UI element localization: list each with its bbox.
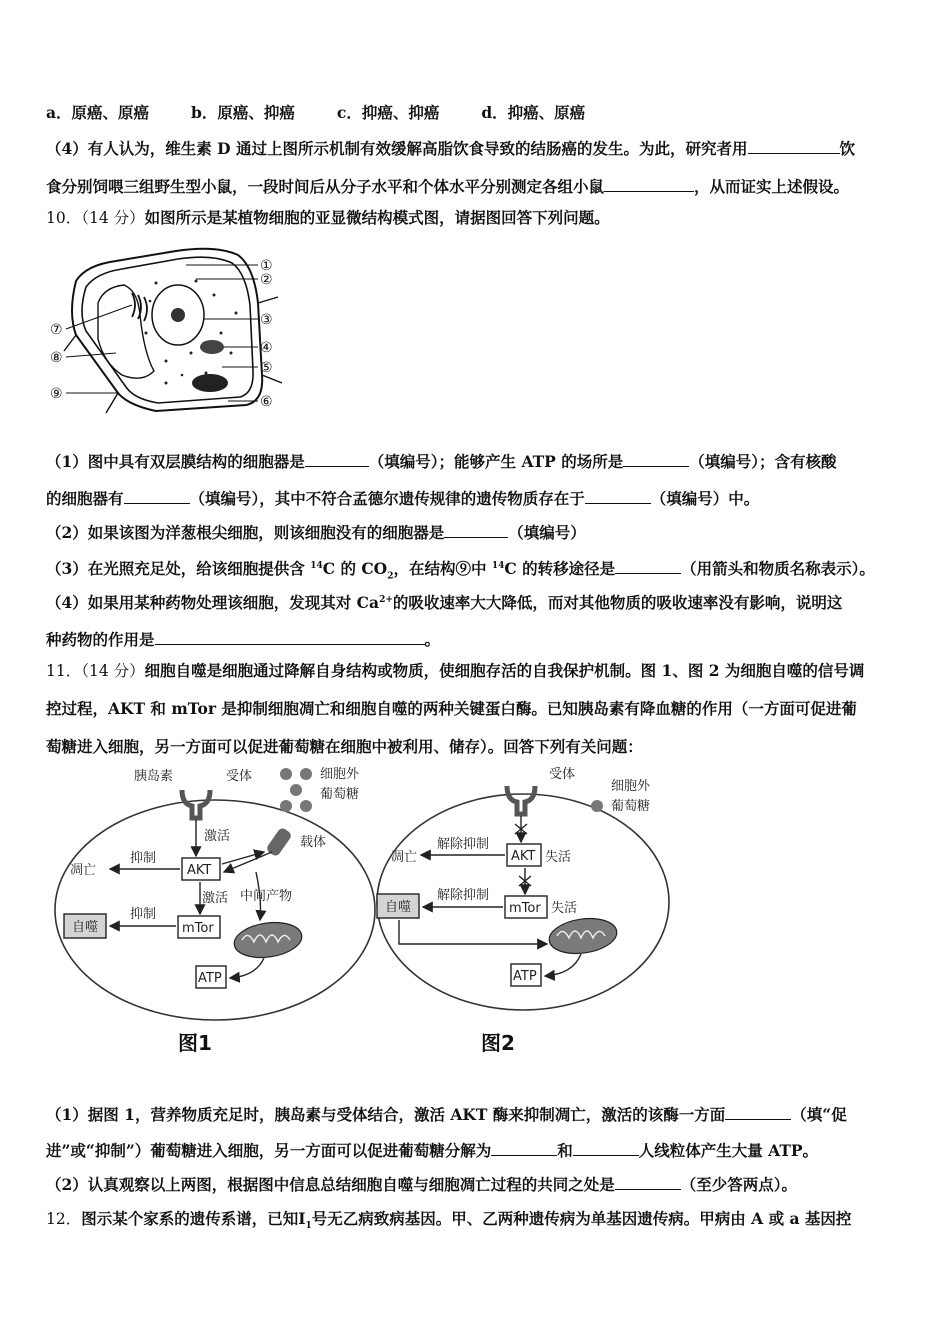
q10-sub1-line2 xyxy=(46,487,759,509)
q10-text: ，在结构⑨中 xyxy=(393,559,492,579)
q9-options xyxy=(46,103,627,123)
fig2-akt-box: AKT xyxy=(511,849,536,864)
q10-text: （用箭头和物质名称表示）。 xyxy=(681,559,875,579)
q10-text: （填编号） xyxy=(508,523,586,542)
fig2-release-label-1: 解除抑制 xyxy=(437,837,490,852)
cell-label-1: ① xyxy=(260,258,273,274)
answer-blank[interactable] xyxy=(305,450,369,467)
q10-text: （1）图中具有双层膜结构的细胞器是 xyxy=(46,452,305,471)
question-score: （14 分） xyxy=(81,662,145,680)
q11-text: 进”或“抑制”）葡萄糖进入细胞，另一方面可以促进葡萄糖分解为 xyxy=(46,1141,492,1160)
fig1-apoptosis-label: 凋亡 xyxy=(70,863,97,878)
q11-sub2 xyxy=(46,1173,797,1195)
cell-label-5: ⑤ xyxy=(260,360,273,376)
q10-sub1-line1 xyxy=(46,450,836,472)
fig2-inactive-label-2: 失活 xyxy=(551,901,578,916)
fig2-atp-box: ATP xyxy=(513,969,537,984)
q9-p4-text: 食分别饲喂三组野生型小鼠，一段时间后从分子水平和个体水平分别测定各组小鼠 xyxy=(46,177,605,196)
q10-text: （填编号），其中不符合孟德尔遗传规律的遗传物质存在于 xyxy=(189,489,585,508)
question-stem: 图示某个家系的遗传系谱，已知Ⅰ xyxy=(81,1209,306,1228)
q11-sub1-line1 xyxy=(46,1103,847,1125)
q11-sub1-line2 xyxy=(46,1139,818,1161)
q10-text: （3）在光照充足处，给该细胞提供含 xyxy=(46,559,311,579)
answer-blank[interactable] xyxy=(155,628,425,645)
q11-text: （至少答两点）。 xyxy=(680,1175,798,1194)
answer-blank[interactable] xyxy=(573,1139,639,1156)
q10-sup: 14 xyxy=(310,561,323,571)
q11-stem-line1 xyxy=(46,661,864,681)
fig2-glucose-label-1: 细胞外 xyxy=(611,779,651,794)
question-stem: 控过程，AKT 和 mTor 是抑制细胞凋亡和细胞自噬的两种关键蛋白酶。已知胰岛素有降血糖的作用（一方面可促进葡 xyxy=(46,699,857,718)
q10-text: （4）如果用某种药物处理该细胞，发现其对 Ca xyxy=(46,593,380,613)
question-score: （14 分） xyxy=(81,209,145,227)
q10-sub: 2 xyxy=(387,571,394,582)
q10-sup: 2+ xyxy=(379,595,393,605)
fig2-mtor-box: mTor xyxy=(509,901,541,916)
q9-option-d: d．抑癌、原癌 xyxy=(481,103,586,122)
fig1-autophagy-box: 自噬 xyxy=(72,920,99,935)
q9-option-c: c．抑癌、抑癌 xyxy=(336,103,440,122)
q9-part4-line1 xyxy=(46,137,855,159)
fig1-insulin-label: 胰岛素 xyxy=(134,769,174,784)
question-number: 12． xyxy=(46,1210,82,1228)
q11-text: （填“促 xyxy=(791,1105,847,1124)
q12-stem xyxy=(46,1209,851,1236)
q11-stem-line2 xyxy=(46,699,857,719)
cell-label-4: ④ xyxy=(260,340,273,356)
q10-sub4-line2 xyxy=(46,628,440,650)
plant-cell-diagram xyxy=(46,243,286,415)
q10-text: （2）如果该图为洋葱根尖细胞，则该细胞没有的细胞器是 xyxy=(46,523,445,542)
q11-text: 人线粒体产生大量 ATP。 xyxy=(638,1141,819,1160)
q10-text: 种药物的作用是 xyxy=(46,630,155,649)
answer-blank[interactable] xyxy=(585,487,651,504)
q9-option-a: a．原癌、原癌 xyxy=(46,103,150,122)
answer-blank[interactable] xyxy=(491,1139,557,1156)
q10-sub4-line1 xyxy=(46,590,842,613)
answer-blank[interactable] xyxy=(124,487,190,504)
q11-stem-line3 xyxy=(46,737,643,757)
fig2-inactive-label-1: 失活 xyxy=(545,850,572,865)
figure-1-caption: 图1 xyxy=(178,1031,212,1055)
cell-label-8: ⑧ xyxy=(50,350,63,366)
cell-label-2: ② xyxy=(260,272,273,288)
answer-blank[interactable] xyxy=(725,1103,791,1120)
answer-blank[interactable] xyxy=(615,1173,681,1190)
q10-text: 。 xyxy=(424,630,441,649)
fig1-atp-box: ATP xyxy=(198,971,222,986)
q9-p4-text: ，从而证实上述假设。 xyxy=(694,177,850,196)
figure-1-diagram xyxy=(50,760,380,1030)
fig1-akt-box: AKT xyxy=(187,863,212,878)
q10-stem xyxy=(46,208,610,228)
fig1-activate-label-2: 激活 xyxy=(202,891,229,906)
fig1-carrier-label: 载体 xyxy=(300,835,327,850)
q10-sup: 14 xyxy=(491,561,505,571)
answer-blank[interactable] xyxy=(623,450,689,467)
question-number: 11． xyxy=(46,662,82,680)
fig2-glucose-label-2: 葡萄糖 xyxy=(611,799,651,814)
q10-sub2 xyxy=(46,521,586,543)
question-stem: 萄糖进入细胞，另一方面可以促进葡萄糖在细胞中被利用、储存）。回答下列有关问题： xyxy=(46,737,643,756)
cell-label-9: ⑨ xyxy=(50,386,63,402)
q9-p4-text: （4）有人认为，维生素 D 通过上图所示机制有效缓解高脂饮食导致的结肠癌的发生。为此，研究者用 xyxy=(46,139,748,158)
q11-text: （2）认真观察以上两图，根据图中信息总结细胞自噬与细胞凋亡过程的共同之处是 xyxy=(46,1175,615,1194)
figure-2-diagram xyxy=(375,760,695,1030)
q9-part4-line2 xyxy=(46,175,849,197)
fig1-mtor-box: mTor xyxy=(182,921,214,936)
fig1-glucose-label-1: 细胞外 xyxy=(320,767,360,782)
question-stem: 号无乙病致病基因。甲、乙两种遗传病为单基因遗传病。甲病由 A 或 a 基因控 xyxy=(311,1209,852,1228)
fig1-glucose-label-2: 葡萄糖 xyxy=(320,787,360,802)
fig1-inhibit-label-1: 抑制 xyxy=(130,851,157,866)
answer-blank[interactable] xyxy=(615,557,681,574)
fig2-release-label-2: 解除抑制 xyxy=(437,888,490,903)
figure-2-caption: 图2 xyxy=(481,1031,515,1055)
answer-blank[interactable] xyxy=(444,521,508,538)
q9-p4-text: 饮 xyxy=(839,139,856,158)
cell-label-7: ⑦ xyxy=(50,322,63,338)
fig2-apoptosis-label: 凋亡 xyxy=(391,850,418,865)
fig2-receptor-label: 受体 xyxy=(549,767,576,782)
q10-text: 的吸收速率大大降低，而对其他物质的吸收速率没有影响，说明这 xyxy=(392,593,843,613)
q10-text: （填编号）；能够产生 ATP 的场所是 xyxy=(368,452,624,471)
fig2-autophagy-box: 自噬 xyxy=(385,900,412,915)
answer-blank[interactable] xyxy=(748,137,840,154)
q10-text: C 的 CO xyxy=(322,559,388,579)
q11-text: （1）据图 1，营养物质充足时，胰岛素与受体结合，激活 AKT 酶来抑制凋亡，激活的该酶一方面 xyxy=(46,1105,726,1124)
q10-text: （填编号）中。 xyxy=(650,489,760,508)
fig1-activate-label-1: 激活 xyxy=(204,829,231,844)
q9-option-b: b．原癌、抑癌 xyxy=(191,103,295,122)
fig1-receptor-label: 受体 xyxy=(226,769,253,784)
q10-text: （填编号）；含有核酸 xyxy=(689,452,837,471)
question-stem: 如图所示是某植物细胞的亚显微结构模式图，请据图回答下列问题。 xyxy=(144,208,610,227)
question-number: 10． xyxy=(46,209,82,227)
question-stem: 细胞自噬是细胞通过降解自身结构或物质，使细胞存活的自我保护机制。图 1、图 2 为细胞自噬的信号调 xyxy=(144,661,865,680)
q10-text: 的细胞器有 xyxy=(46,489,124,508)
fig1-inhibit-label-2: 抑制 xyxy=(130,907,157,922)
cell-label-3: ③ xyxy=(260,312,273,328)
q11-text: 和 xyxy=(557,1141,573,1160)
q12-sub: 1 xyxy=(305,1221,312,1232)
fig1-intermediate-label: 中间产物 xyxy=(240,889,293,904)
q10-sub3 xyxy=(46,556,875,586)
cell-label-6: ⑥ xyxy=(260,394,273,410)
q10-text: C 的转移途径是 xyxy=(504,559,616,579)
answer-blank[interactable] xyxy=(604,175,694,192)
